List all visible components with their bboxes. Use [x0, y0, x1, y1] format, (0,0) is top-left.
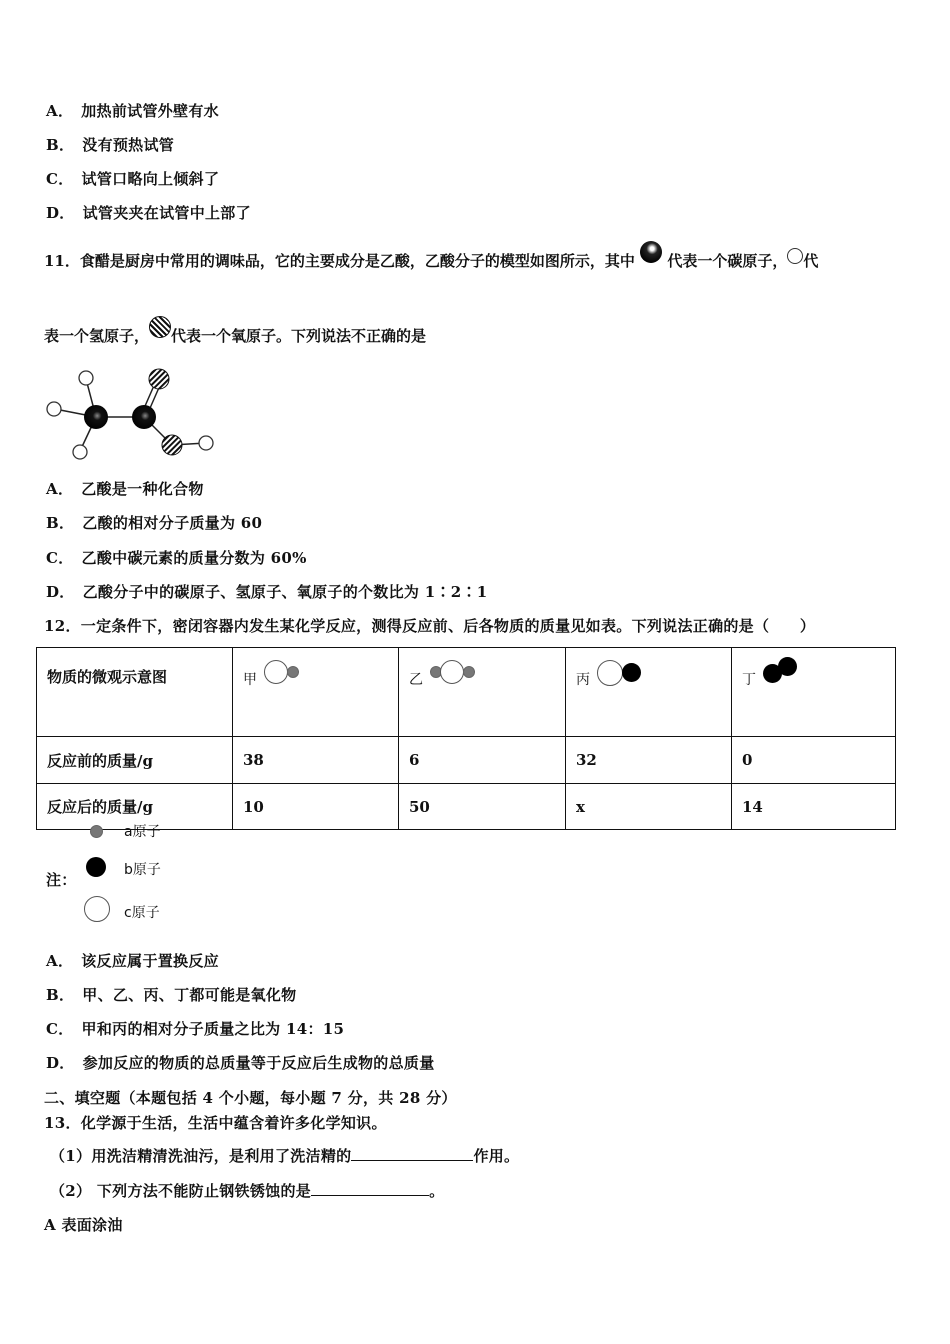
- q13-stem: 13．化学源于生活，生活中蕴含着许多化学知识。: [44, 1114, 387, 1132]
- yi-molecule-icon: [428, 660, 482, 686]
- q10-option-a: A． 加热前试管外壁有水: [46, 102, 219, 120]
- q12-option-d: D． 参加反应的物质的总质量等于反应后生成物的总质量: [46, 1054, 435, 1072]
- q10-option-b: B． 没有预热试管: [46, 136, 175, 154]
- hydrogen-atom-icon: [787, 248, 803, 264]
- legend-b: b原子: [124, 862, 161, 878]
- q12-option-c: C． 甲和丙的相对分子质量之比为 14：15: [46, 1020, 345, 1038]
- q12-stem: 12．一定条件下，密闭容器内发生某化学反应，测得反应前、后各物质的质量见如表。下列说法正确的是（ ）: [44, 617, 816, 635]
- q13-part1: （1）用洗洁精清洗油污，是利用了洗洁精的 作用。: [50, 1147, 520, 1165]
- q10-option-c: C． 试管口略向上倾斜了: [46, 170, 220, 188]
- q10-option-d: D． 试管夹夹在试管中上部了: [46, 204, 251, 222]
- substance-bing-cell: 丙: [566, 648, 732, 737]
- q11-option-a: A． 乙酸是一种化合物: [46, 480, 204, 498]
- q12-option-b: B． 甲、乙、丙、丁都可能是氧化物: [46, 986, 297, 1004]
- q13-part2: （2） 下列方法不能防止钢铁锈蚀的是 。: [50, 1182, 445, 1200]
- row-header: 物质的微观示意图: [37, 648, 233, 737]
- carbon-atom-icon: [640, 241, 662, 263]
- a-atom-legend-icon: [90, 825, 103, 838]
- table-row-before: 反应前的质量/g 38 6 32 0: [37, 737, 896, 784]
- q13-option-a: A 表面涂油: [44, 1216, 123, 1234]
- note-label: 注：: [46, 871, 77, 889]
- substance-ding-cell: 丁: [732, 648, 896, 737]
- q12-mass-table: [36, 647, 896, 830]
- oxygen-atom-icon: [149, 316, 171, 338]
- table-row-diagram: [37, 648, 896, 737]
- section-heading: 二、填空题（本题包括 4 个小题，每小题 7 分，共 28 分）: [44, 1089, 457, 1107]
- acetic-acid-molecule-diagram: [40, 365, 230, 465]
- q11-stem-line1: 11．食醋是厨房中常用的调味品，它的主要成分是乙酸，乙酸分子的模型如图所示，其中 代表一个碳原子， 代: [44, 251, 818, 273]
- answer-blank-1[interactable]: [351, 1146, 473, 1161]
- substance-jia-cell: 甲: [233, 648, 399, 737]
- substance-yi-cell: 乙: [399, 648, 566, 737]
- q11-option-d: D． 乙酸分子中的碳原子、氢原子、氧原子的个数比为 1∶2∶1: [46, 583, 488, 601]
- answer-blank-2[interactable]: [311, 1181, 429, 1196]
- ding-molecule-icon: [761, 660, 805, 686]
- bing-molecule-icon: [595, 660, 645, 686]
- table-row-after: 反应后的质量/g 10 50 x 14: [37, 784, 896, 830]
- q11-option-b: B． 乙酸的相对分子质量为 60: [46, 514, 263, 532]
- q11-option-c: C． 乙酸中碳元素的质量分数为 60%: [46, 549, 307, 567]
- legend-c: c原子: [124, 905, 160, 921]
- c-atom-legend-icon: [84, 896, 110, 922]
- jia-molecule-icon: [262, 660, 306, 686]
- q12-option-a: A． 该反应属于置换反应: [46, 952, 219, 970]
- q11-stem-line2: 表一个氢原子， 代表一个氧原子。下列说法不正确的是: [44, 326, 426, 348]
- b-atom-legend-icon: [86, 857, 106, 877]
- legend-a: a原子: [124, 824, 161, 840]
